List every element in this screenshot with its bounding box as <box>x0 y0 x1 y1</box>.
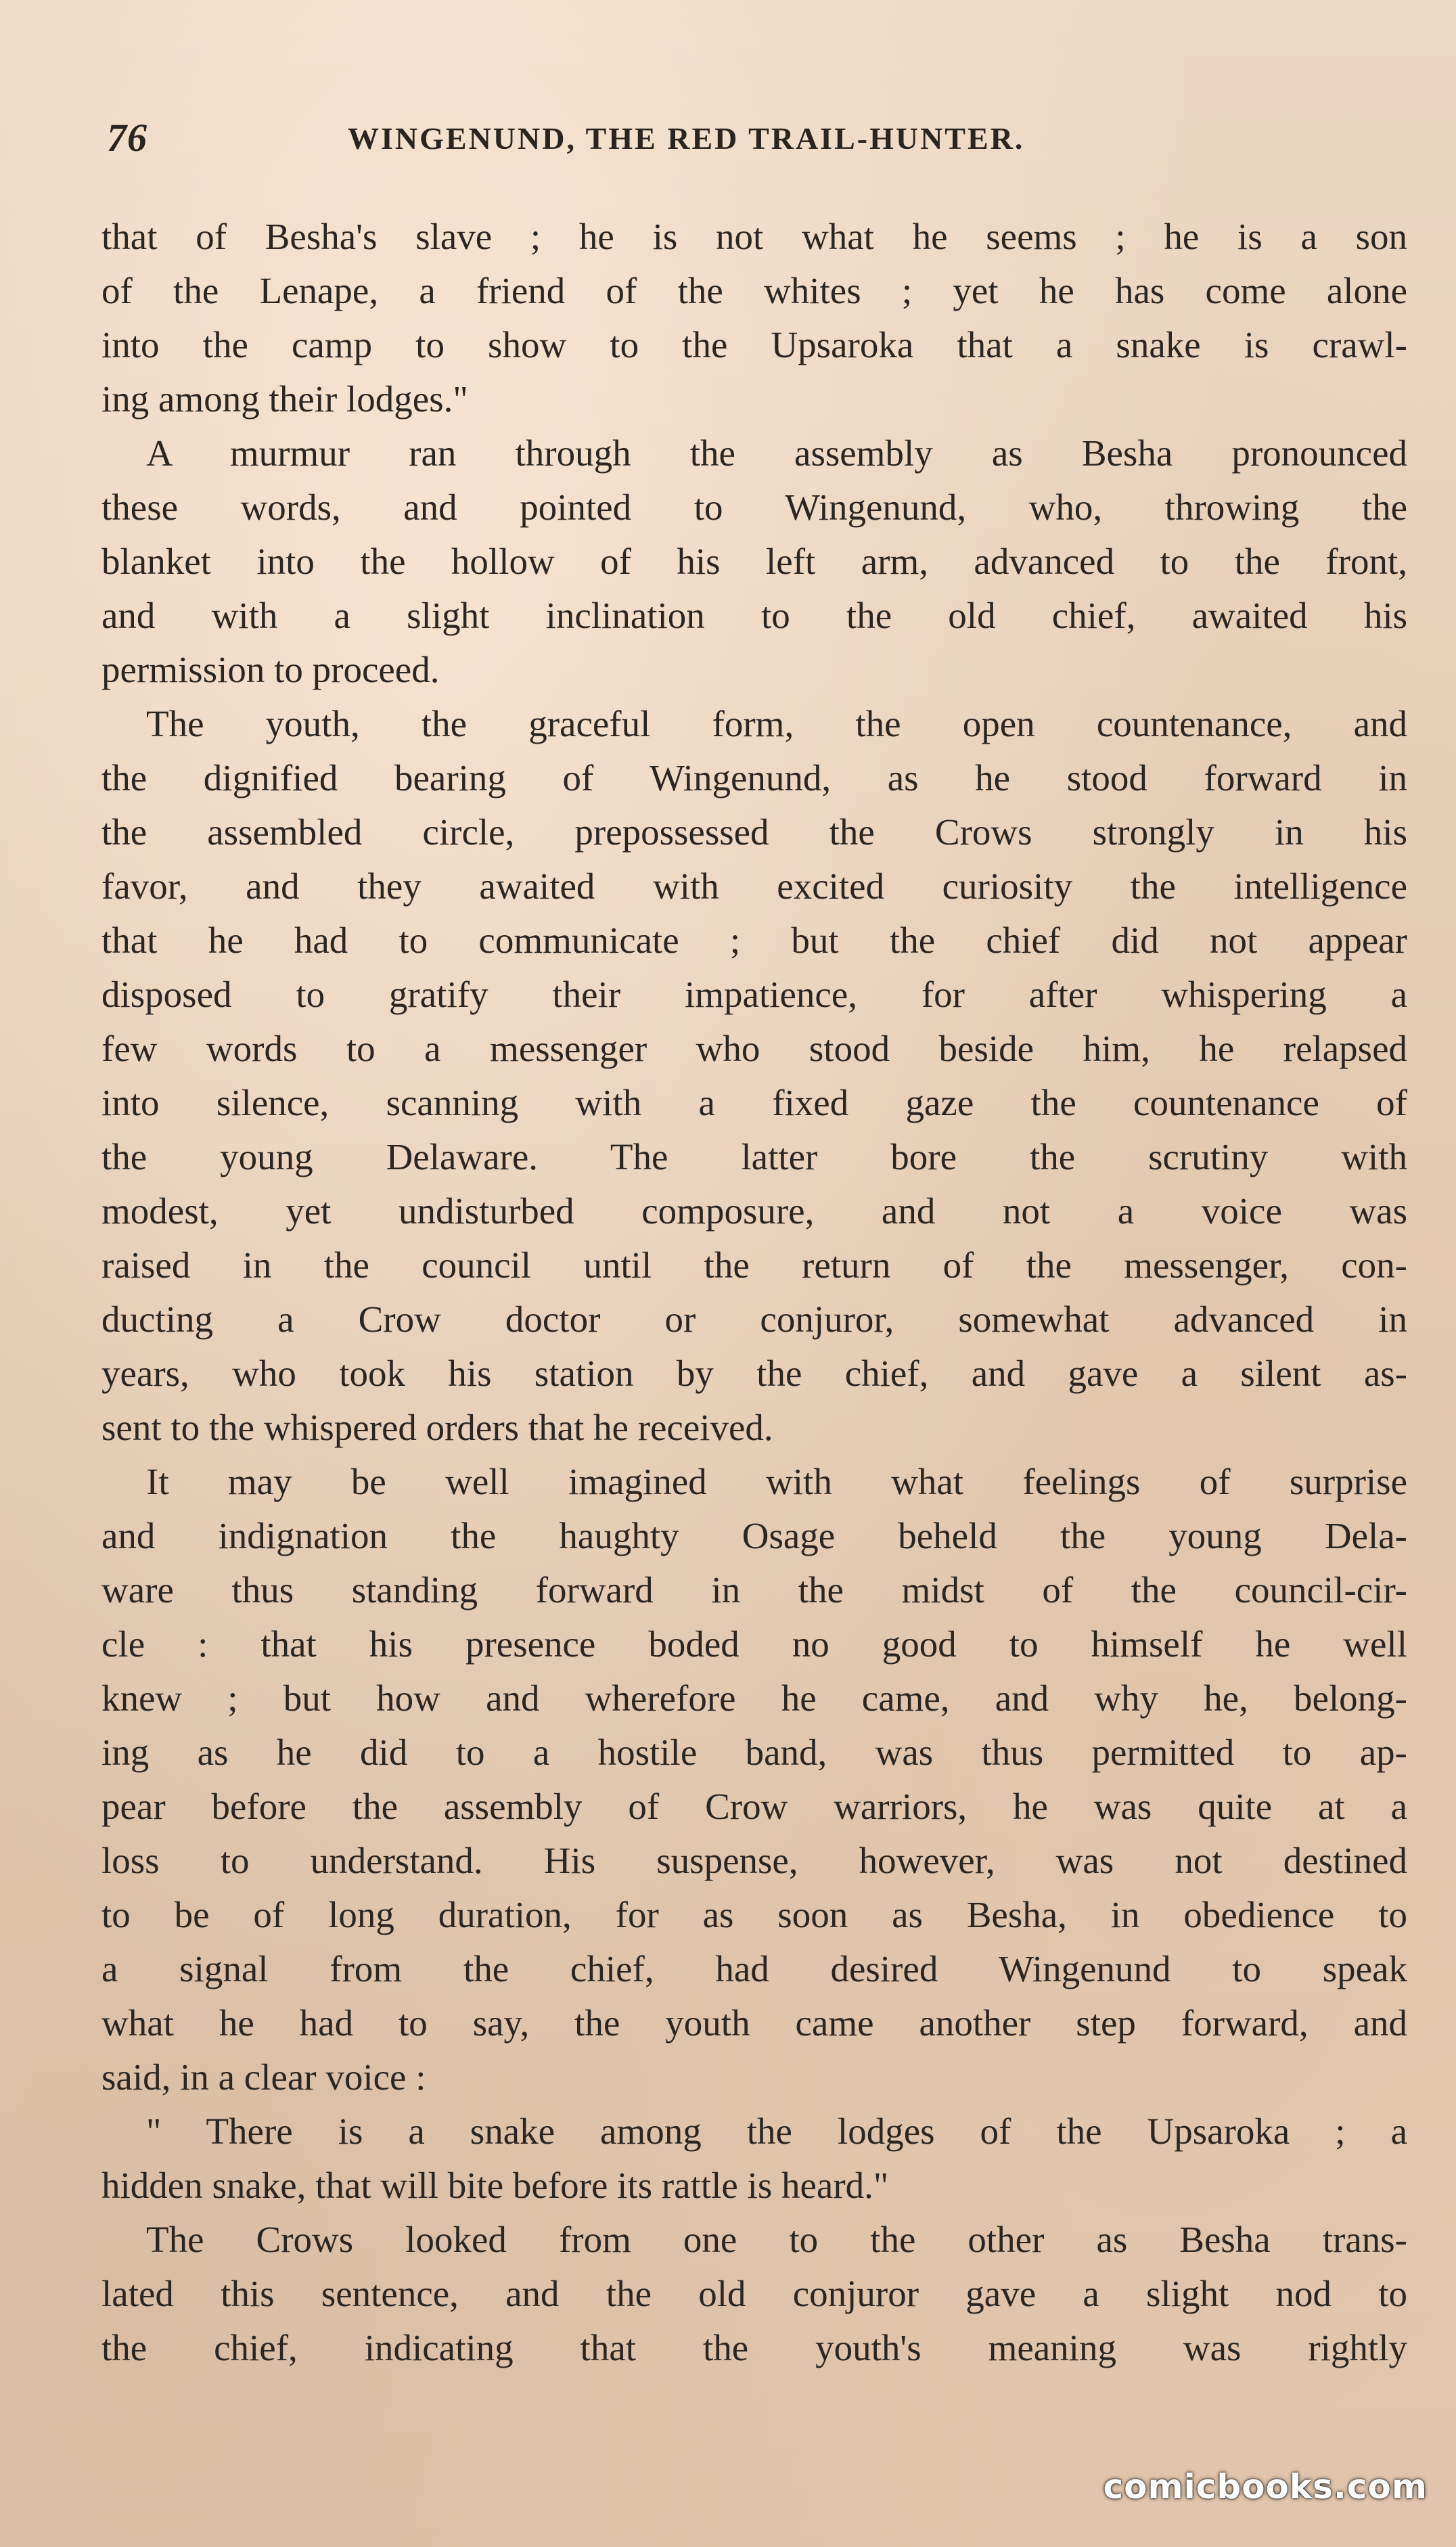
text-line: into silence, scanning with a fixed gaze the countenance of <box>101 1082 1407 1123</box>
page-number: 76 <box>107 116 147 160</box>
text-line: disposed to gratify their impatience, for after whispering a <box>101 974 1407 1015</box>
text-line: few words to a messenger who stood beside him, he relapsed <box>101 1028 1407 1069</box>
text-line: permission to proceed. <box>101 649 440 690</box>
text-line: A murmur ran through the assembly as Besha pronounced <box>146 432 1407 474</box>
text-line: The youth, the graceful form, the open countenance, and <box>146 703 1407 744</box>
text-line: into the camp to show to the Upsaroka that a snake is crawl- <box>101 324 1407 365</box>
text-line: It may be well imagined with what feelings of surprise <box>146 1461 1407 1502</box>
body-text <box>101 210 1407 2375</box>
text-line: that he had to communicate ; but the chief did not appear <box>101 920 1407 961</box>
text-line: raised in the council until the return of the messenger, con- <box>101 1244 1407 1286</box>
text-line: the dignified bearing of Wingenund, as he stood forward in <box>101 757 1407 798</box>
page-header <box>107 115 1406 162</box>
text-line: and with a slight inclination to the old chief, awaited his <box>101 595 1407 636</box>
text-line: " There is a snake among the lodges of the Upsaroka ; a <box>146 2111 1407 2152</box>
text-line: what he had to say, the youth came another step forward, and <box>101 2002 1407 2044</box>
text-line: of the Lenape, a friend of the whites ; yet he has come alone <box>101 270 1407 311</box>
text-line: hidden snake, that will bite before its rattle is heard." <box>101 2165 889 2206</box>
text-line: knew ; but how and wherefore he came, and why he, belong- <box>101 1677 1407 1719</box>
text-line: pear before the assembly of Crow warriors, he was quite at a <box>101 1786 1407 1827</box>
text-line: the chief, indicating that the youth's meaning was rightly <box>101 2327 1407 2368</box>
text-line: to be of long duration, for as soon as Besha, in obedience to <box>101 1894 1407 1935</box>
text-line: years, who took his station by the chief, and gave a silent as- <box>101 1353 1407 1394</box>
text-line: sent to the whispered orders that he received. <box>101 1407 773 1448</box>
text-line: and indignation the haughty Osage beheld the young Dela- <box>101 1515 1407 1556</box>
text-line: ing as he did to a hostile band, was thus permitted to ap- <box>101 1732 1407 1773</box>
running-head: WINGENUND, THE RED TRAIL-HUNTER. <box>348 121 1025 156</box>
text-line: ducting a Crow doctor or conjuror, somewhat advanced in <box>101 1299 1407 1340</box>
text-line: these words, and pointed to Wingenund, who, throwing the <box>101 487 1407 528</box>
text-line: that of Besha's slave ; he is not what he seems ; he is a son <box>101 216 1407 257</box>
text-line: The Crows looked from one to the other as Besha trans- <box>146 2219 1407 2260</box>
watermark: comicbooks.com <box>1103 2467 1428 2506</box>
text-line: favor, and they awaited with excited curiosity the intelligence <box>101 865 1407 907</box>
text-line: a signal from the chief, had desired Wingenund to speak <box>101 1948 1407 1989</box>
text-line: loss to understand. His suspense, however, was not destined <box>101 1840 1407 1881</box>
text-line: said, in a clear voice : <box>101 2056 426 2098</box>
text-line: modest, yet undisturbed composure, and not a voice was <box>101 1190 1407 1232</box>
text-line: lated this sentence, and the old conjuror gave a slight nod to <box>101 2273 1407 2314</box>
text-line: ware thus standing forward in the midst of the council-cir- <box>101 1569 1407 1610</box>
text-line: the assembled circle, prepossessed the Crows strongly in his <box>101 811 1407 853</box>
text-line: ing among their lodges." <box>101 378 468 420</box>
text-line: blanket into the hollow of his left arm, advanced to the front, <box>101 541 1407 582</box>
text-line: the young Delaware. The latter bore the scrutiny with <box>101 1136 1407 1177</box>
text-line: cle : that his presence boded no good to himself he well <box>101 1623 1407 1665</box>
